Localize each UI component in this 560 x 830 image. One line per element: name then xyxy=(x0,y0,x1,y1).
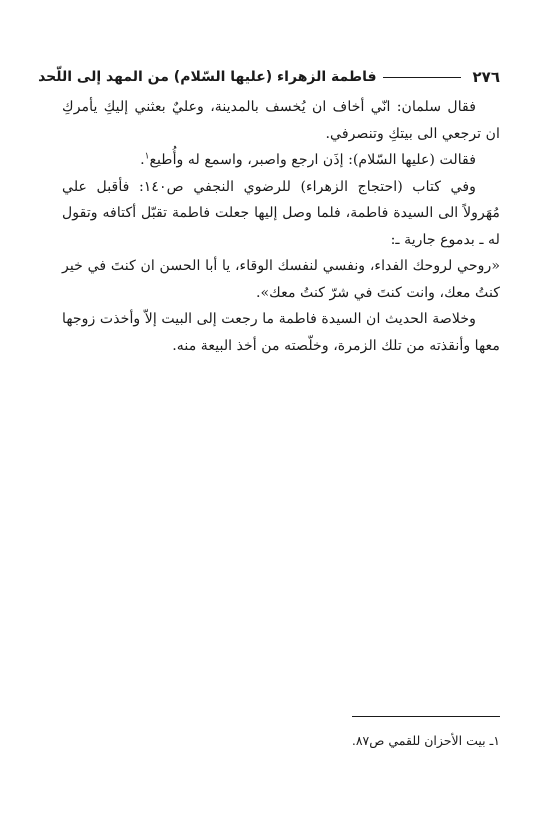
running-header-title: فاطمة الزهراء (عليها السّلام) من المهد إلى اللّحد xyxy=(38,69,377,85)
footnote-text: ١ـ بيت الأحزان للقمي ص٨٧. xyxy=(351,733,500,748)
paragraph xyxy=(62,94,500,147)
footnote-marker[interactable]: ١ xyxy=(144,151,150,162)
page-content xyxy=(38,66,500,359)
paragraph-text: «روحي لروحك الفداء، ونفسي لنفسك الوقاء، يا أبا الحسن ان كنتَ في خير كنتُ معك، وانت كنتَ في شرّ كنتُ معك». xyxy=(62,258,500,301)
header-rule xyxy=(383,77,461,78)
paragraph-quote xyxy=(62,253,500,306)
paragraph-text: فقالت (عليها السّلام): إذَن ارجع واصبر، واسمع له وأُطيع xyxy=(149,152,476,168)
page-number: ٢٧٦ xyxy=(472,68,500,86)
paragraph-text: فقال سلمان: انّي أخاف ان يُخسف بالمدينة، وعليٌ بعثني إليكِ يأمركِ ان ترجعي الى بيتكِ وتنصرفي. xyxy=(62,99,500,142)
paragraph-text: وفي كتاب (احتجاج الزهراء) للرضوي النجفي ص١٤٠: فأقبل علي مُهَرولاً الى السيدة فاطمة، فلما وصل إليها جعلت فاطمة تقبّل أكتافه وتقول له ـ بدموع جارية ـ: xyxy=(62,178,500,248)
footnote-area xyxy=(62,716,500,751)
running-header xyxy=(38,66,500,88)
paragraph: فقالت (عليها السّلام): إذَن ارجع واصبر، واسمع له وأُطيع$^١$. xyxy=(140,151,476,168)
paragraph-text: وخلاصة الحديث ان السيدة فاطمة ما رجعت إلى البيت إلاّ وأخذت زوجها معها وأنقذته من تلك الزمرة، وخلّصته من أخذ البيعة منه. xyxy=(62,311,500,354)
paragraph xyxy=(62,174,500,254)
footnote-rule xyxy=(352,716,500,717)
paragraph xyxy=(62,306,500,359)
body-text xyxy=(62,94,500,359)
